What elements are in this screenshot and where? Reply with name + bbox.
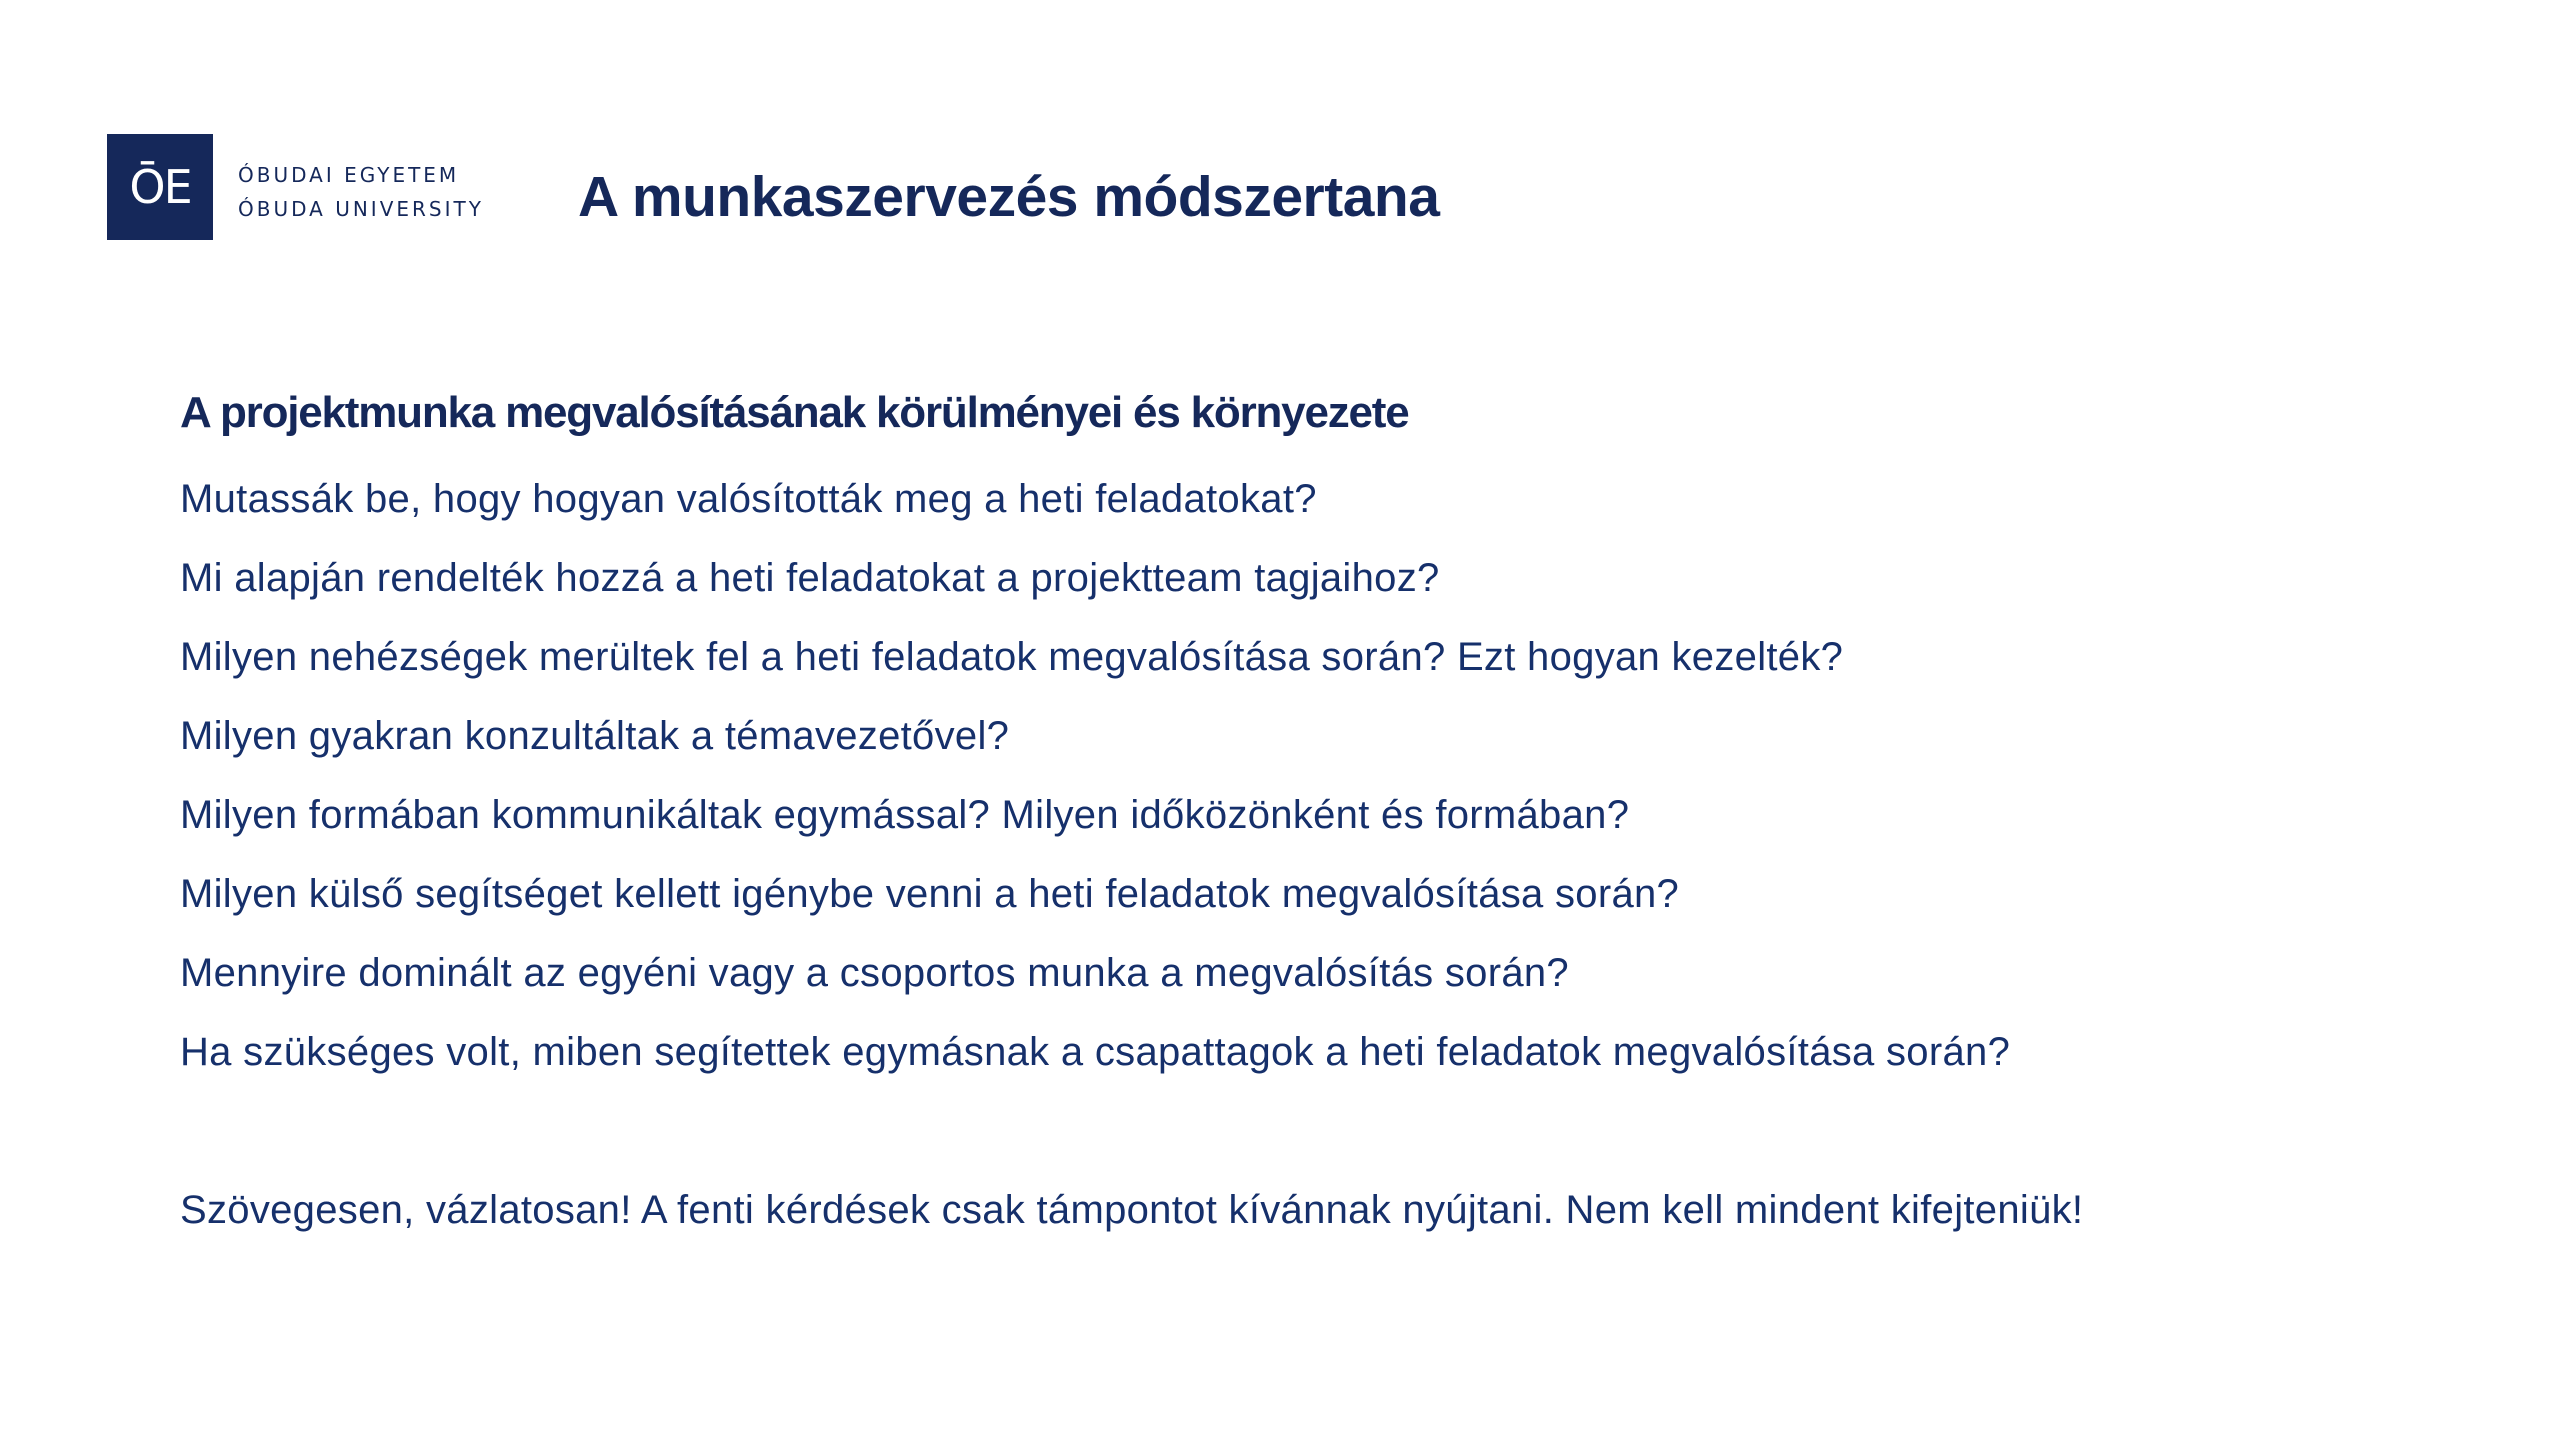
- question-item: Ha szükséges volt, miben segítettek egymásnak a csapattagok a heti feladatok megvalósítása során?: [180, 1030, 2011, 1074]
- university-name-en: ÓBUDA UNIVERSITY: [238, 197, 484, 221]
- question-item: Milyen nehézségek merültek fel a heti feladatok megvalósítása során? Ezt hogyan kezelték?: [180, 635, 1844, 679]
- page-title: A munkaszervezés módszertana: [578, 165, 1440, 229]
- question-item: Mennyire dominált az egyéni vagy a csoportos munka a megvalósítás során?: [180, 951, 1569, 995]
- question-item: Mutassák be, hogy hogyan valósították meg a heti feladatokat?: [180, 477, 1317, 521]
- university-name: [238, 158, 484, 226]
- slide-content: [180, 380, 2480, 1250]
- university-name-hu: ÓBUDAI EGYETEM: [238, 163, 460, 187]
- logo-mark: ŌE: [129, 160, 191, 214]
- university-logo: [107, 134, 213, 240]
- question-item: Mi alapján rendelték hozzá a heti feladatokat a projektteam tagjaihoz?: [180, 556, 1440, 600]
- section-heading: A projektmunka megvalósításának körülményei és környezete: [180, 388, 1409, 437]
- question-item: Milyen formában kommunikáltak egymással? Milyen időközönként és formában?: [180, 793, 1630, 837]
- question-item: Milyen külső segítséget kellett igénybe venni a heti feladatok megvalósítása során?: [180, 872, 1680, 916]
- instruction-note: Szövegesen, vázlatosan! A fenti kérdések csak támpontot kívánnak nyújtani. Nem kell mindent kifejteniük!: [180, 1188, 2084, 1232]
- question-item: Milyen gyakran konzultáltak a témavezetővel?: [180, 714, 1010, 758]
